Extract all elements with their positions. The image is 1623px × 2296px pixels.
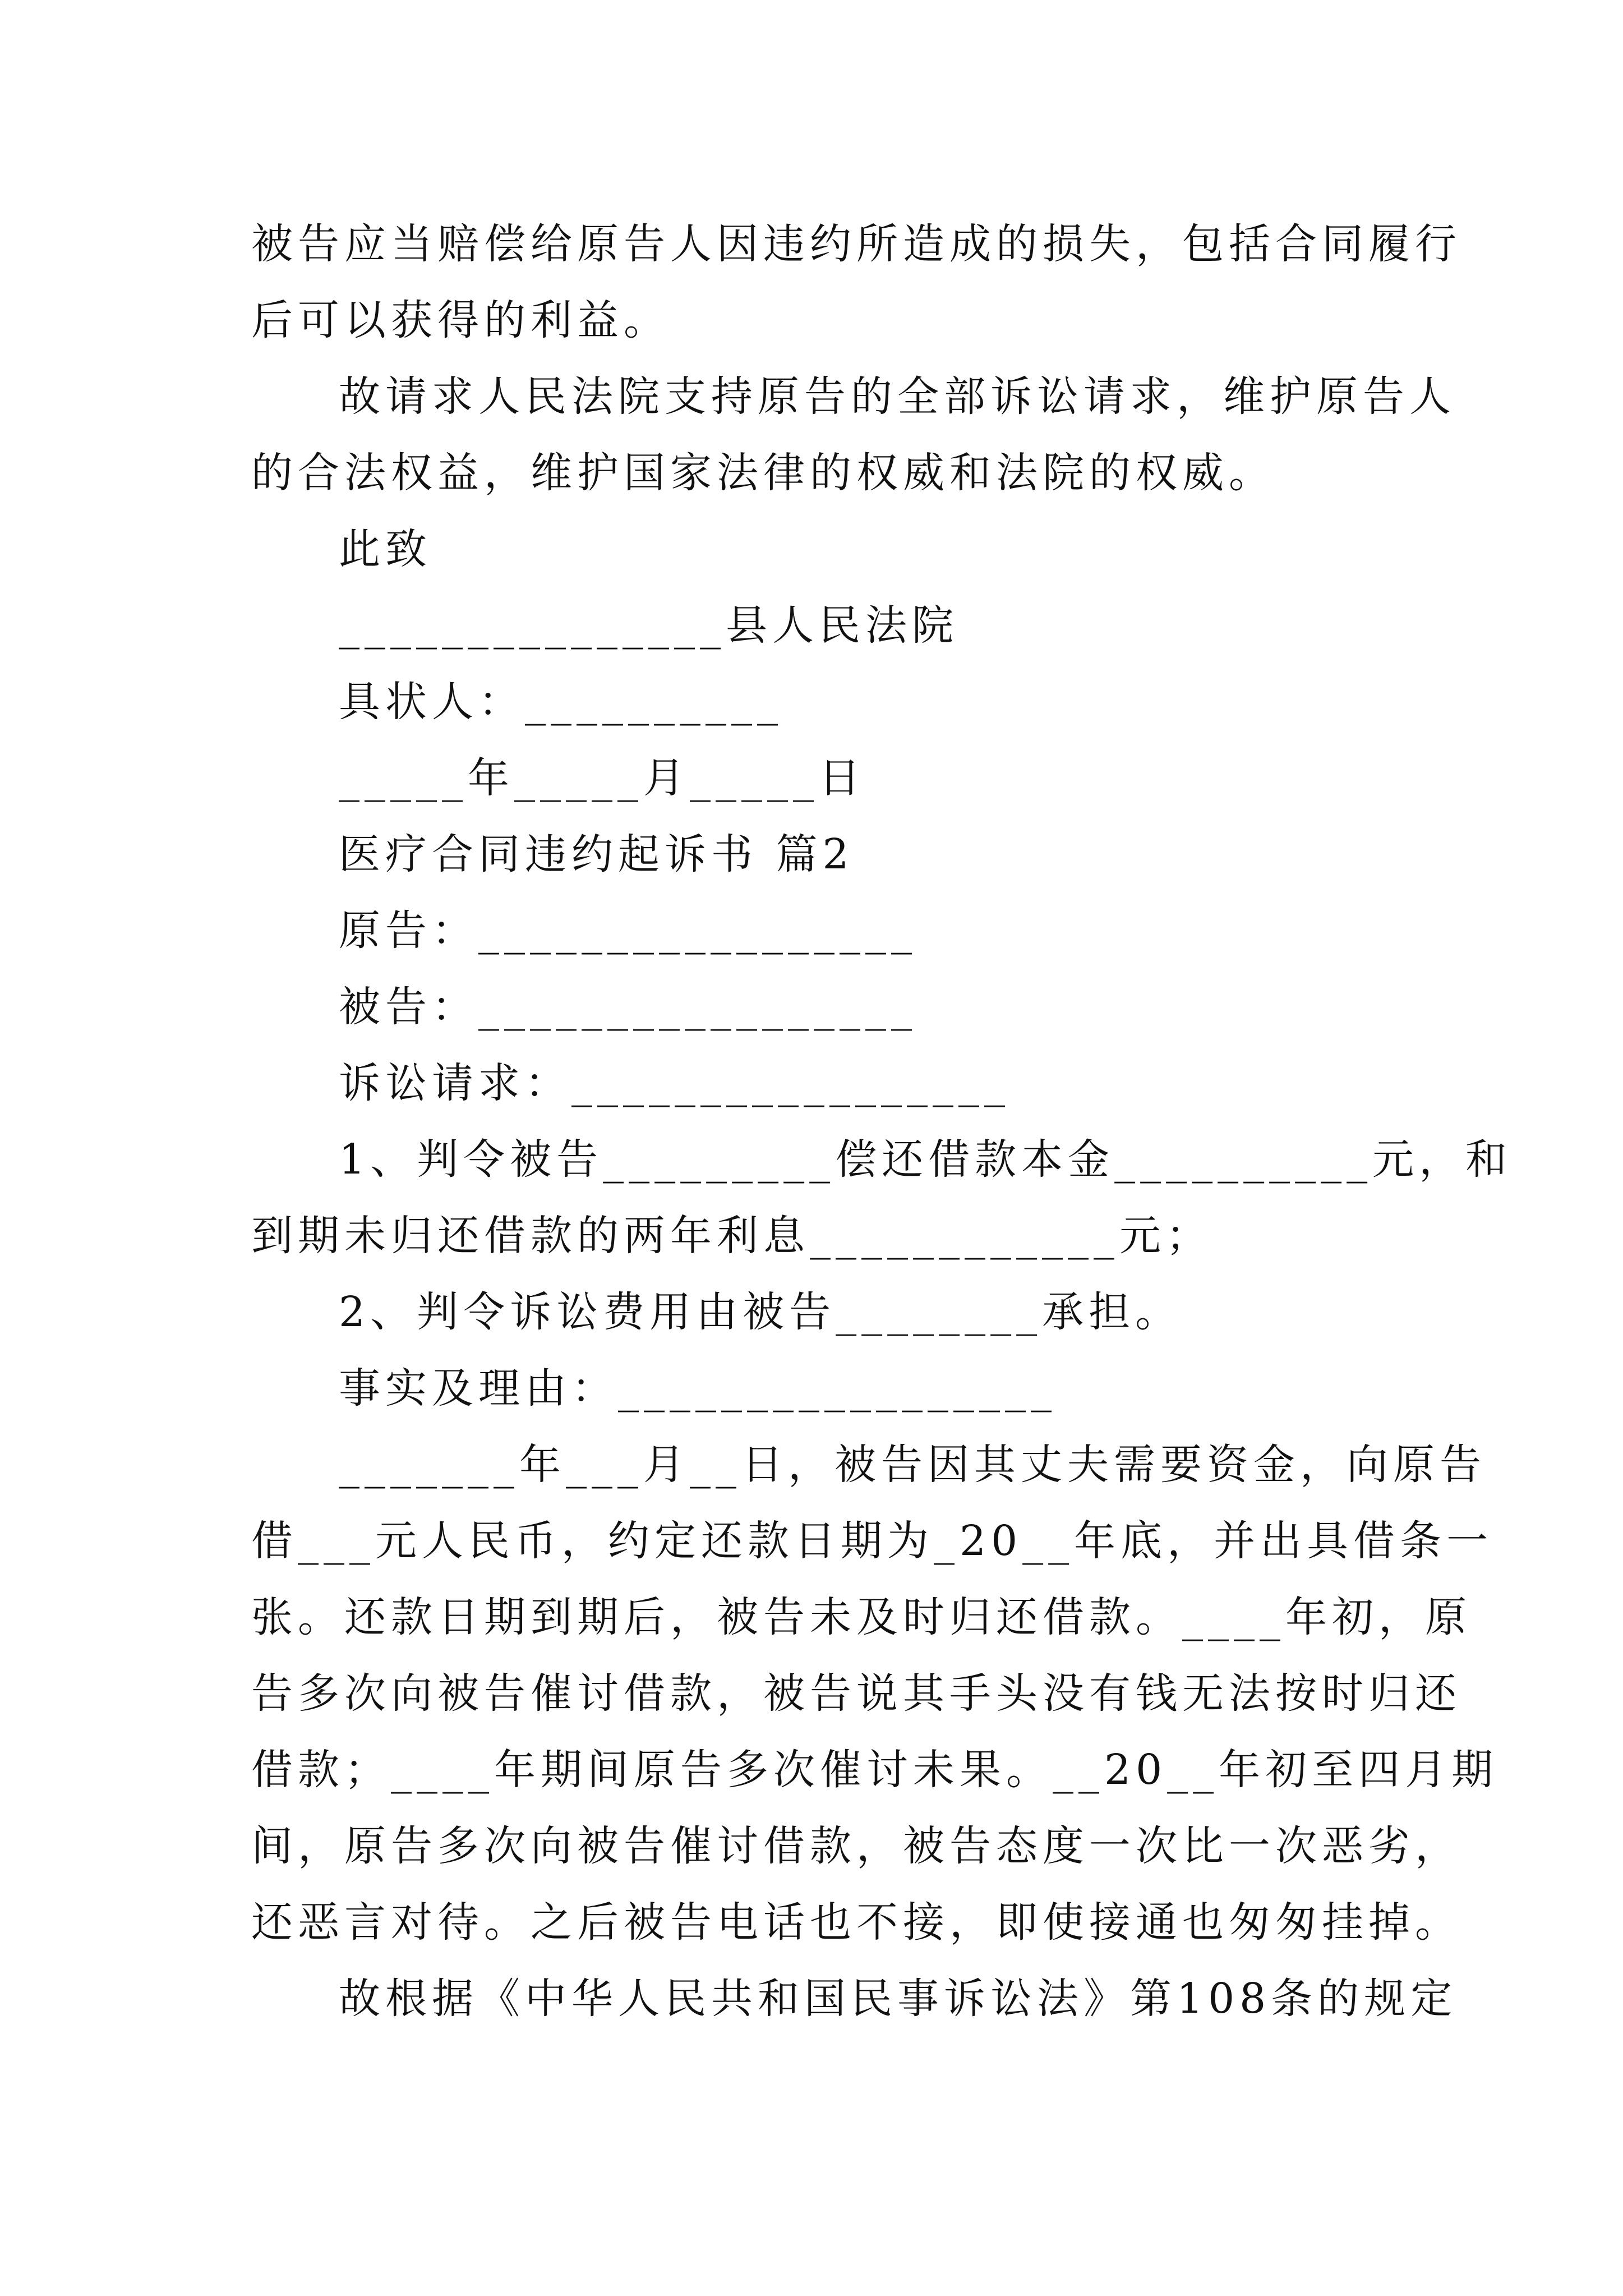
plaintiff-line: 原告：_________________ (339, 907, 917, 955)
section-title: 医疗合同违约起诉书 篇2 (339, 830, 854, 878)
date-line: _____年_____月_____日 (339, 754, 865, 802)
claim-line: 1、判令被告_________偿还借款本金__________元，和 (339, 1135, 1513, 1184)
paragraph-line: 借款；____年期间原告多次催讨未果。__20__年初至四月期 (251, 1746, 1498, 1794)
paragraph-line: 的合法权益，维护国家法律的权威和法院的权威。 (251, 449, 1275, 497)
signer-line: 具状人：__________ (339, 678, 783, 726)
paragraph-line: 张。还款日期到期后，被告未及时归还借款。____年初，原 (251, 1593, 1472, 1641)
paragraph-line: 告多次向被告催讨借款，被告说其手头没有钱无法按时归还 (251, 1669, 1461, 1718)
claim-line: 2、判令诉讼费用由被告________承担。 (339, 1288, 1182, 1336)
paragraph-line: 故请求人民法院支持原告的全部诉讼请求，维护原告人 (339, 372, 1456, 421)
claim-line: 到期未归还借款的两年利息____________元； (251, 1212, 1212, 1260)
salutation-line: 此致 (339, 525, 432, 573)
paragraph-line: 后可以获得的利益。 (251, 296, 670, 344)
paragraph-line: 故根据《中华人民共和国民事诉讼法》第108条的规定 (339, 1975, 1458, 2023)
paragraph-line: 被告应当赔偿给原告人因违约所造成的损失，包括合同履行 (251, 220, 1461, 268)
paragraph-line: _______年___月__日，被告因其丈夫需要资金，向原告 (339, 1441, 1486, 1489)
defendant-line: 被告：_________________ (339, 983, 917, 1031)
facts-heading: 事实及理由：_________________ (339, 1364, 1057, 1412)
paragraph-line: 借___元人民币，约定还款日期为_20__年底，并出具借条一 (251, 1517, 1493, 1565)
paragraph-line: 还恶言对待。之后被告电话也不接，即使接通也匆匆挂掉。 (251, 1898, 1461, 1947)
court-line: _______________县人民法院 (339, 601, 958, 650)
claims-heading: 诉讼请求：_________________ (339, 1059, 1010, 1107)
paragraph-line: 间，原告多次向被告催讨借款，被告态度一次比一次恶劣， (251, 1822, 1461, 1870)
